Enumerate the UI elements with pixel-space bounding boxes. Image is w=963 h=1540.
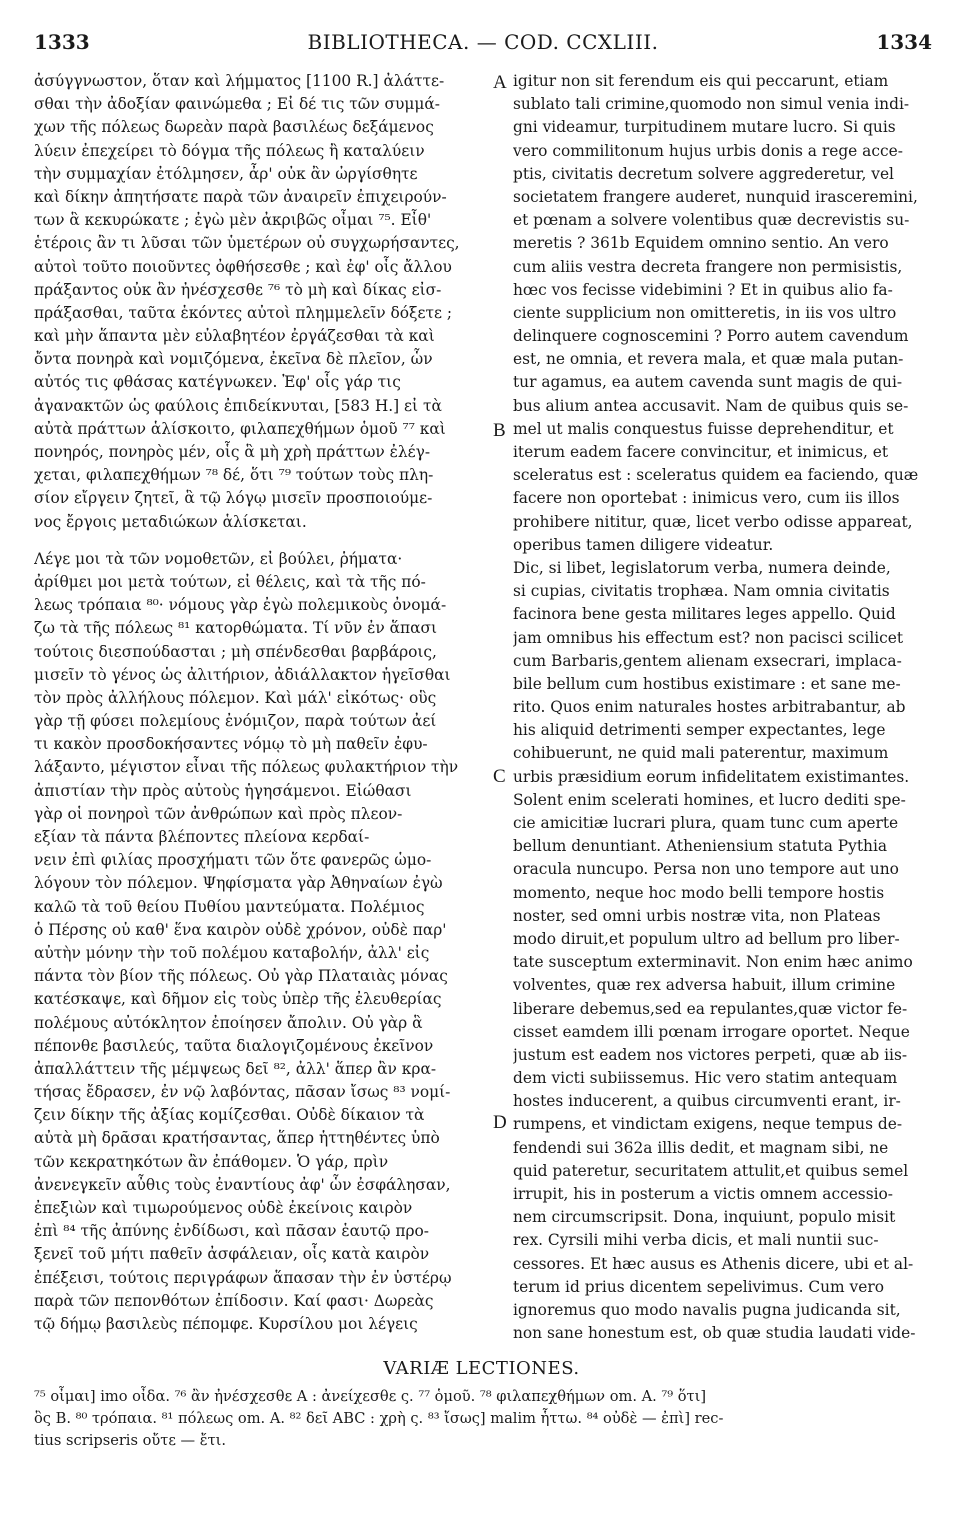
greek-text-line: χεται, φιλαπεχθήμων ⁷⁸ δέ, ὅτι ⁷⁹ τούτων τοὺς πλη- [34,466,434,485]
latin-text-column [513,70,933,1345]
greek-text-line: τὴν συμμαχίαν ἐτόλμησεν, ἆρ' οὐκ ἂν ὠργίσθητε [34,164,418,183]
latin-text-line: Solent enim scelerati homines, et lucro dediti spe- [513,790,906,809]
latin-text-line: tur agamus, ea autem cavenda sunt magis de qui- [513,373,903,392]
greek-text-line: ὄντα πονηρὰ καὶ νομιζόμενα, ἐκεῖνα δὲ πλεῖον, ὧν [34,350,433,369]
greek-text-line: Λέγε μοι τὰ τῶν νομοθετῶν, εἰ βούλει, ῥήματα· [34,549,403,568]
greek-text-line: χων τῆς πόλεως δωρεὰν παρὰ βασιλέως δεξάμενος [34,118,434,137]
latin-text-line: noster, sed omni urbis nostræ vita, non Plateas [513,906,881,925]
latin-text-line: cisset eamdem illi pœnam irrogare oportet. Neque [513,1022,910,1041]
greek-text-line: των ἃ κεκυρώκατε ; ἐγὼ μὲν ἀκριβῶς οἶμαι ⁷⁵. Εἶθ' [34,211,432,230]
latin-text-line: bellum denuntiant. Atheniensium statuta Pythia [513,837,888,856]
apparatus-note-line: tius scripseris οὔτε — ἔτι. [34,1432,227,1449]
latin-text-line: ptis, civitatis decretum solvere aggrederetur, vel [513,164,894,183]
greek-text-line: αὐτὰ πράττων ἁλίσκοιτο, φιλαπεχθήμων ὁμοῦ ⁷⁷ καὶ [34,419,446,438]
latin-text-line: societatem frangere auderet, nunquid irasceremini, [513,187,918,206]
latin-text-line: volventes, quæ rex adversa habuit, illum crimine [513,976,896,995]
greek-text-line: εξίαν τὰ πάντα βλέποντες πλείονα κερδαί- [34,828,370,846]
greek-text-line: λεως τρόπαια ⁸⁰· νόμους γὰρ ἐγὼ πολεμικοὺς ὀνομά- [34,596,447,615]
latin-text-line: momento, neque hoc modo belli tempore hostis [513,883,885,902]
greek-text-line: πάντα τὸν βίον τῆς πόλεως. Οὐ γὰρ Πλαταιὰς μόνας [34,967,448,986]
latin-text-line: et pœnam a solvere volentibus quæ decrevistis su- [513,211,910,230]
latin-text-line: irrupit, his in posterum a victis omnem accessio- [513,1185,893,1203]
greek-text-line: τήσας ἔδρασεν, ἐν νῷ λαβόντας, πᾶσαν ἴσως ⁸³ νομί- [34,1083,451,1102]
greek-text-line: ἐπέξεισι, τούτοις περιγράφων ἅπασαν τὴν ἐν ὑστέρῳ [34,1268,452,1287]
latin-text-line: terum id prius dicentem sepelivimus. Cum vero [513,1277,884,1296]
greek-text-line: πέπονθε βασιλεύς, ταῦτα διαλογιζομένους ἐκεῖνον [34,1036,434,1055]
greek-text-line: ἐπεξιὼν καὶ τιμωρούμενος οὐδὲ ἐκείνοις καιρὸν [34,1199,413,1217]
greek-text-line: ἑτέροις ἂν τι λῦσαι τῶν ὑμετέρων οὐ συγχωρήσαντες, [34,234,460,253]
latin-text-line: tate susceptum exterminavit. Non enim hæc animo [513,953,913,972]
greek-text-line: ἀρίθμει μοι μετὰ τούτων, εἰ θέλεις, καὶ τὰ τῆς πό- [34,572,426,591]
greek-text-line: νειν ἐπὶ φιλίας προσχήματι τῶν ὅτε φανερῶς ὡμο- [34,851,432,870]
greek-text-line: πράξαντος οὐκ ἂν ἠνέσχεσθε ⁷⁶ τὸ μὴ καὶ δίκας εἰσ- [34,280,442,299]
latin-text-line: rumpens, et vindictam exigens, neque tempus de- [513,1115,903,1134]
greek-text-line: ἀσύγγνωστον, ὅταν καὶ λήμματος [1100 R.] ἀλάττε- [34,72,445,90]
greek-text-line: καλῶ τὰ τοῦ θείου Πυθίου μαντεύματα. Πολέμιος [34,897,425,916]
greek-text-line: ὁ Πέρσης οὐ καθ' ἕνα καιρὸν οὐδὲ χρόνον, οὐδὲ παρ' [34,920,447,939]
latin-text-line: est, ne omnia, et revera mala, et quæ mala putan- [513,350,904,369]
latin-text-line: cessores. Et hæc ausus es Athenis dicere, ubi et al- [513,1254,914,1273]
latin-text-line: hostes inducerent, a quibus circumventi erant, ir- [513,1092,901,1111]
page-number-left: 1333 [34,30,90,54]
greek-text-line: ἐπὶ ⁸⁴ τῆς ἀπύνης ἐνδίδωσι, καὶ πᾶσαν ἑαυτῷ προ- [34,1222,429,1241]
latin-text-line: justum est eadem nos victores perpeti, quæ ab iis- [513,1045,908,1064]
latin-text-line: meretis ? 361b Equidem omnino sentio. An vero [513,234,889,253]
latin-text-line: Dic, si libet, legislatorum verba, numera deinde, [513,558,891,577]
running-title: BIBLIOTHECA. — COD. CCXLIII. [307,30,659,54]
greek-text-line: ἀπαλλάττειν τῆς μέμψεως δεῖ ⁸², ἀλλ' ἅπερ ἂν κρα- [34,1059,437,1078]
greek-text-line: τῷ δήμῳ βασιλεὺς πέπομφε. Κυρσίλου μοι λέγεις [34,1314,418,1333]
greek-text-line: λύειν ἐπεχείρει τὸ δόγμα τῆς πόλεως ἢ καταλύειν [34,141,425,160]
latin-text-line: cohibuerunt, ne quid mali paterentur, maximum [513,744,889,763]
greek-text-line: λάξαντο, μέγιστον εἶναι τῆς πόλεως φυλακτήριον τὴν [34,758,459,777]
latin-text-line: hœc vos fecisse videbimini ? Et in quibus alio fa- [513,280,893,299]
apparatus-note-line: ὃς B. ⁸⁰ τρόπαια. ⁸¹ πόλεως om. A. ⁸² δεῖ ABC : χρὴ ς. ⁸³ ἴσως] malim ἧττω. ⁸⁴ οὐδὲ — ἐπὶ] rec- [34,1410,724,1427]
latin-text-line: mel ut malis conquestus fuisse deprehenditur, et [513,419,894,438]
latin-text-line: dem victi subiissemus. Hic vero statim antequam [513,1069,898,1088]
latin-text-line: facere non oportebat : inimicus vero, cum iis illos [513,489,900,508]
latin-text-line: prohibere nititur, quæ, licet verbo odisse appareat, [513,512,913,531]
greek-text-line: αὐτός τις φθάσας κατέγνωκεν. Ἐφ' οἷς γάρ τις [34,373,401,392]
latin-text-line: rito. Quos enim naturales hostes arbitrabantur, ab [513,698,906,717]
latin-text-line: bile bellum cum hostibus existimare : et sane me- [513,674,901,693]
latin-text-line: jam omnibus his effectum est? non pacisci scilicet [513,628,904,647]
latin-text-line: vero commilitonum hujus urbis donis a rege acce- [513,141,903,160]
latin-text-line: liberare debemus,sed ea repulantes,quæ victor fe- [513,999,908,1018]
greek-text-line: αὐτὰ μὴ δρᾶσαι κρατήσαντας, ἅπερ ἡττηθέντες ὑπὸ [34,1129,440,1148]
margin-marker-b: B [493,420,506,441]
latin-text-line: cie amicitiæ lucrari plura, quam tunc cum aperte [513,814,899,832]
greek-text-line: τῶν κεκρατηκότων ἂν ἐπάθομεν. Ὁ γάρ, πρὶν [34,1152,389,1171]
greek-text-line: καὶ μὴν ἅπαντα μὲν εὐλαβητέον ἐργάζεσθαι τὰ καὶ [34,327,435,346]
greek-text-line: γὰρ τῇ φύσει πολεμίους ἐνόμιζον, παρὰ τούτων ἀεί [34,712,437,731]
latin-text-line: bus alium antea accusavit. Nam de quibus quis se- [513,396,909,415]
apparatus-note-line: ⁷⁵ οἶμαι] imo οἶδα. ⁷⁶ ἂν ἠνέσχεσθε A : ἀνείχεσθε ς. ⁷⁷ ὁμοῦ. ⁷⁸ φιλαπεχθήμων om. A. ⁷⁹ ὅτι] [34,1388,707,1405]
latin-text-line: his aliquid detrimenti semper expectantes, lege [513,721,886,740]
latin-text-line: cum aliis vestra decreta frangere non permisistis, [513,257,903,276]
greek-text-line: ἀπιστίαν τὴν πρὸς αὐτοὺς ἡγησάμενοι. Εἰώθασι [34,781,412,800]
apparatus-title: VARIÆ LECTIONES. [383,1358,580,1379]
greek-text-line: τὸν πρὸς ἀλλήλους πόλεμον. Καὶ μάλ' εἰκότως· οὓς [34,688,437,707]
latin-text-line: gni videamur, turpitudinem mutare lucro. Si quis [513,118,896,137]
page-header [34,30,932,58]
latin-text-line: ciente supplicium non omitteretis, in iis vos ultro [513,303,897,322]
greek-text-line: πράξασθαι, ταῦτα ἑκόντες αὐτοὶ πλημμελεῖν δόξετε ; [34,303,453,322]
latin-text-line: iterum eadem facere convincitur, et inimicus, et [513,443,889,461]
margin-marker-a: A [493,72,507,93]
greek-text-line: σθαι τὴν ἀδοξίαν φαινώμεθα ; Εἰ δέ τις τῶν συμμά- [34,95,440,114]
greek-text-line: λόγουν τὸν πόλεμον. Ψηφίσματα γὰρ Ἀθηναίων ἐγὼ [34,874,443,893]
margin-marker-c: C [493,766,506,787]
latin-text-line: operibus tamen diligere videatur. [513,535,774,554]
greek-text-line: τούτοις διεσπούδασται ; μὴ σπένδεσθαι βαρβάροις, [34,642,437,661]
latin-text-line: modo diruit,et populum ultro ad bellum pro liber- [513,929,900,948]
latin-text-line: nem circumscripsit. Dona, inquiunt, populo misit [513,1208,896,1227]
latin-text-line: sceleratus est : sceleratus quidem ea faciendo, quæ [513,466,919,485]
latin-text-line: igitur non sit ferendum eis qui peccarunt, etiam [513,72,889,90]
paragraph-gap [34,534,489,548]
greek-text-line: μισεῖν τὸ γένος ὡς ἀλιτήριον, ἀδιάλλακτον ἡγεῖσθαι [34,665,451,684]
latin-text-line: si cupias, civitatis trophæa. Nam omnia civitatis [513,582,890,601]
latin-text-line: quid pateretur, securitatem attulit,et quibus semel [513,1161,909,1180]
latin-text-line: oracula nuncupo. Persa non uno tempore aut uno [513,860,899,879]
greek-text-line: καὶ δίκην ἀπητήσατε παρὰ τῶν ἀναιρεῖν ἐπιχειρούν- [34,187,447,206]
greek-text-line: ἀνενεγκεῖν αὖθις τοὺς ἐναντίους ἀφ' ὧν ἐσφάλησαν, [34,1175,451,1194]
greek-text-line: αὐτοὶ τοῦτο ποιοῦντες ὀφθήσεσθε ; καὶ ἐφ' οἷς ἄλλου [34,257,452,276]
latin-text-line: rex. Cyrsili mihi verba dicis, et mali nuntii suc- [513,1231,879,1250]
greek-text-line: γὰρ οἱ πονηροὶ τῶν ἀνθρώπων καὶ πρὸς πλεον- [34,804,403,823]
greek-text-line: τι κακὸν προσδοκήσαντες νόμῳ τὸ μὴ παθεῖν ἐφυ- [34,735,428,754]
latin-text-line: urbis præsidium eorum infidelitatem existimantes. [513,767,910,786]
latin-text-line: sublato tali crimine,quomodo non simul venia indi- [513,95,910,114]
greek-text-line: νος ἔργοις μεταδιώκων ἁλίσκεται. [34,512,307,531]
latin-text-line: ignoremus quo modo navalis pugna judicanda sit, [513,1300,901,1319]
greek-text-line: κατέσκαψε, καὶ δῆμον εἰς τοὺς ὑπὲρ τῆς ἐλευθερίας [34,990,442,1009]
greek-text-line: ξενεῖ τοῦ μήτι παθεῖν ἀσφάλειαν, οἷς κατὰ καιρὸν [34,1245,430,1264]
greek-text-line: παρὰ τῶν πεπονθότων ἐπίδοσιν. Καί φασι· Δωρεὰς [34,1291,434,1310]
latin-text-line: non sane honestum est, ob quæ studia laudati vide- [513,1324,916,1343]
latin-text-line: facinora bene gesta militares leges appello. Quid [513,605,896,624]
margin-marker-d: D [493,1112,507,1133]
greek-text-line: ζειν δίκην τῆς ἀξίας κομίζεσθαι. Οὐδὲ δίκαιον τὰ [34,1106,425,1125]
greek-text-line: ἀγανακτῶν ὡς φαύλοις ἐπιδείκνυται, [583 H.] εἰ τὰ [34,396,442,415]
greek-text-line: αὐτὴν μόνην τὴν τοῦ πολέμου καταβολήν, ἀλλ' εἰς [34,943,430,962]
latin-text-line: fendendi sui 362a illis dedit, et magnam sibi, ne [513,1138,889,1157]
page-number-right: 1334 [876,30,932,54]
latin-text-line: delinquere cognoscemini ? Porro autem cavendum [513,327,909,346]
greek-text-line: πολέμους αὐτόκλητον ἐποίησεν ἄπολιν. Οὐ γὰρ ἃ [34,1013,423,1032]
apparatus-notes [34,1386,932,1452]
greek-text-line: σίον εἴργειν ζητεῖ, ἃ τῷ λόγῳ μισεῖν προσποιούμε- [34,489,433,508]
greek-text-line: πονηρός, πονηρὸς μέν, οἷς ἃ μὴ χρὴ πράττων ἐλέγ- [34,443,431,461]
greek-text-line: ζω τὰ τῆς πόλεως ⁸¹ κατορθώματα. Τί νῦν ἐν ἅπασι [34,619,438,638]
latin-text-line: cum Barbaris,gentem alienam exsecrari, implaca- [513,651,902,670]
greek-text-column [34,70,489,1336]
